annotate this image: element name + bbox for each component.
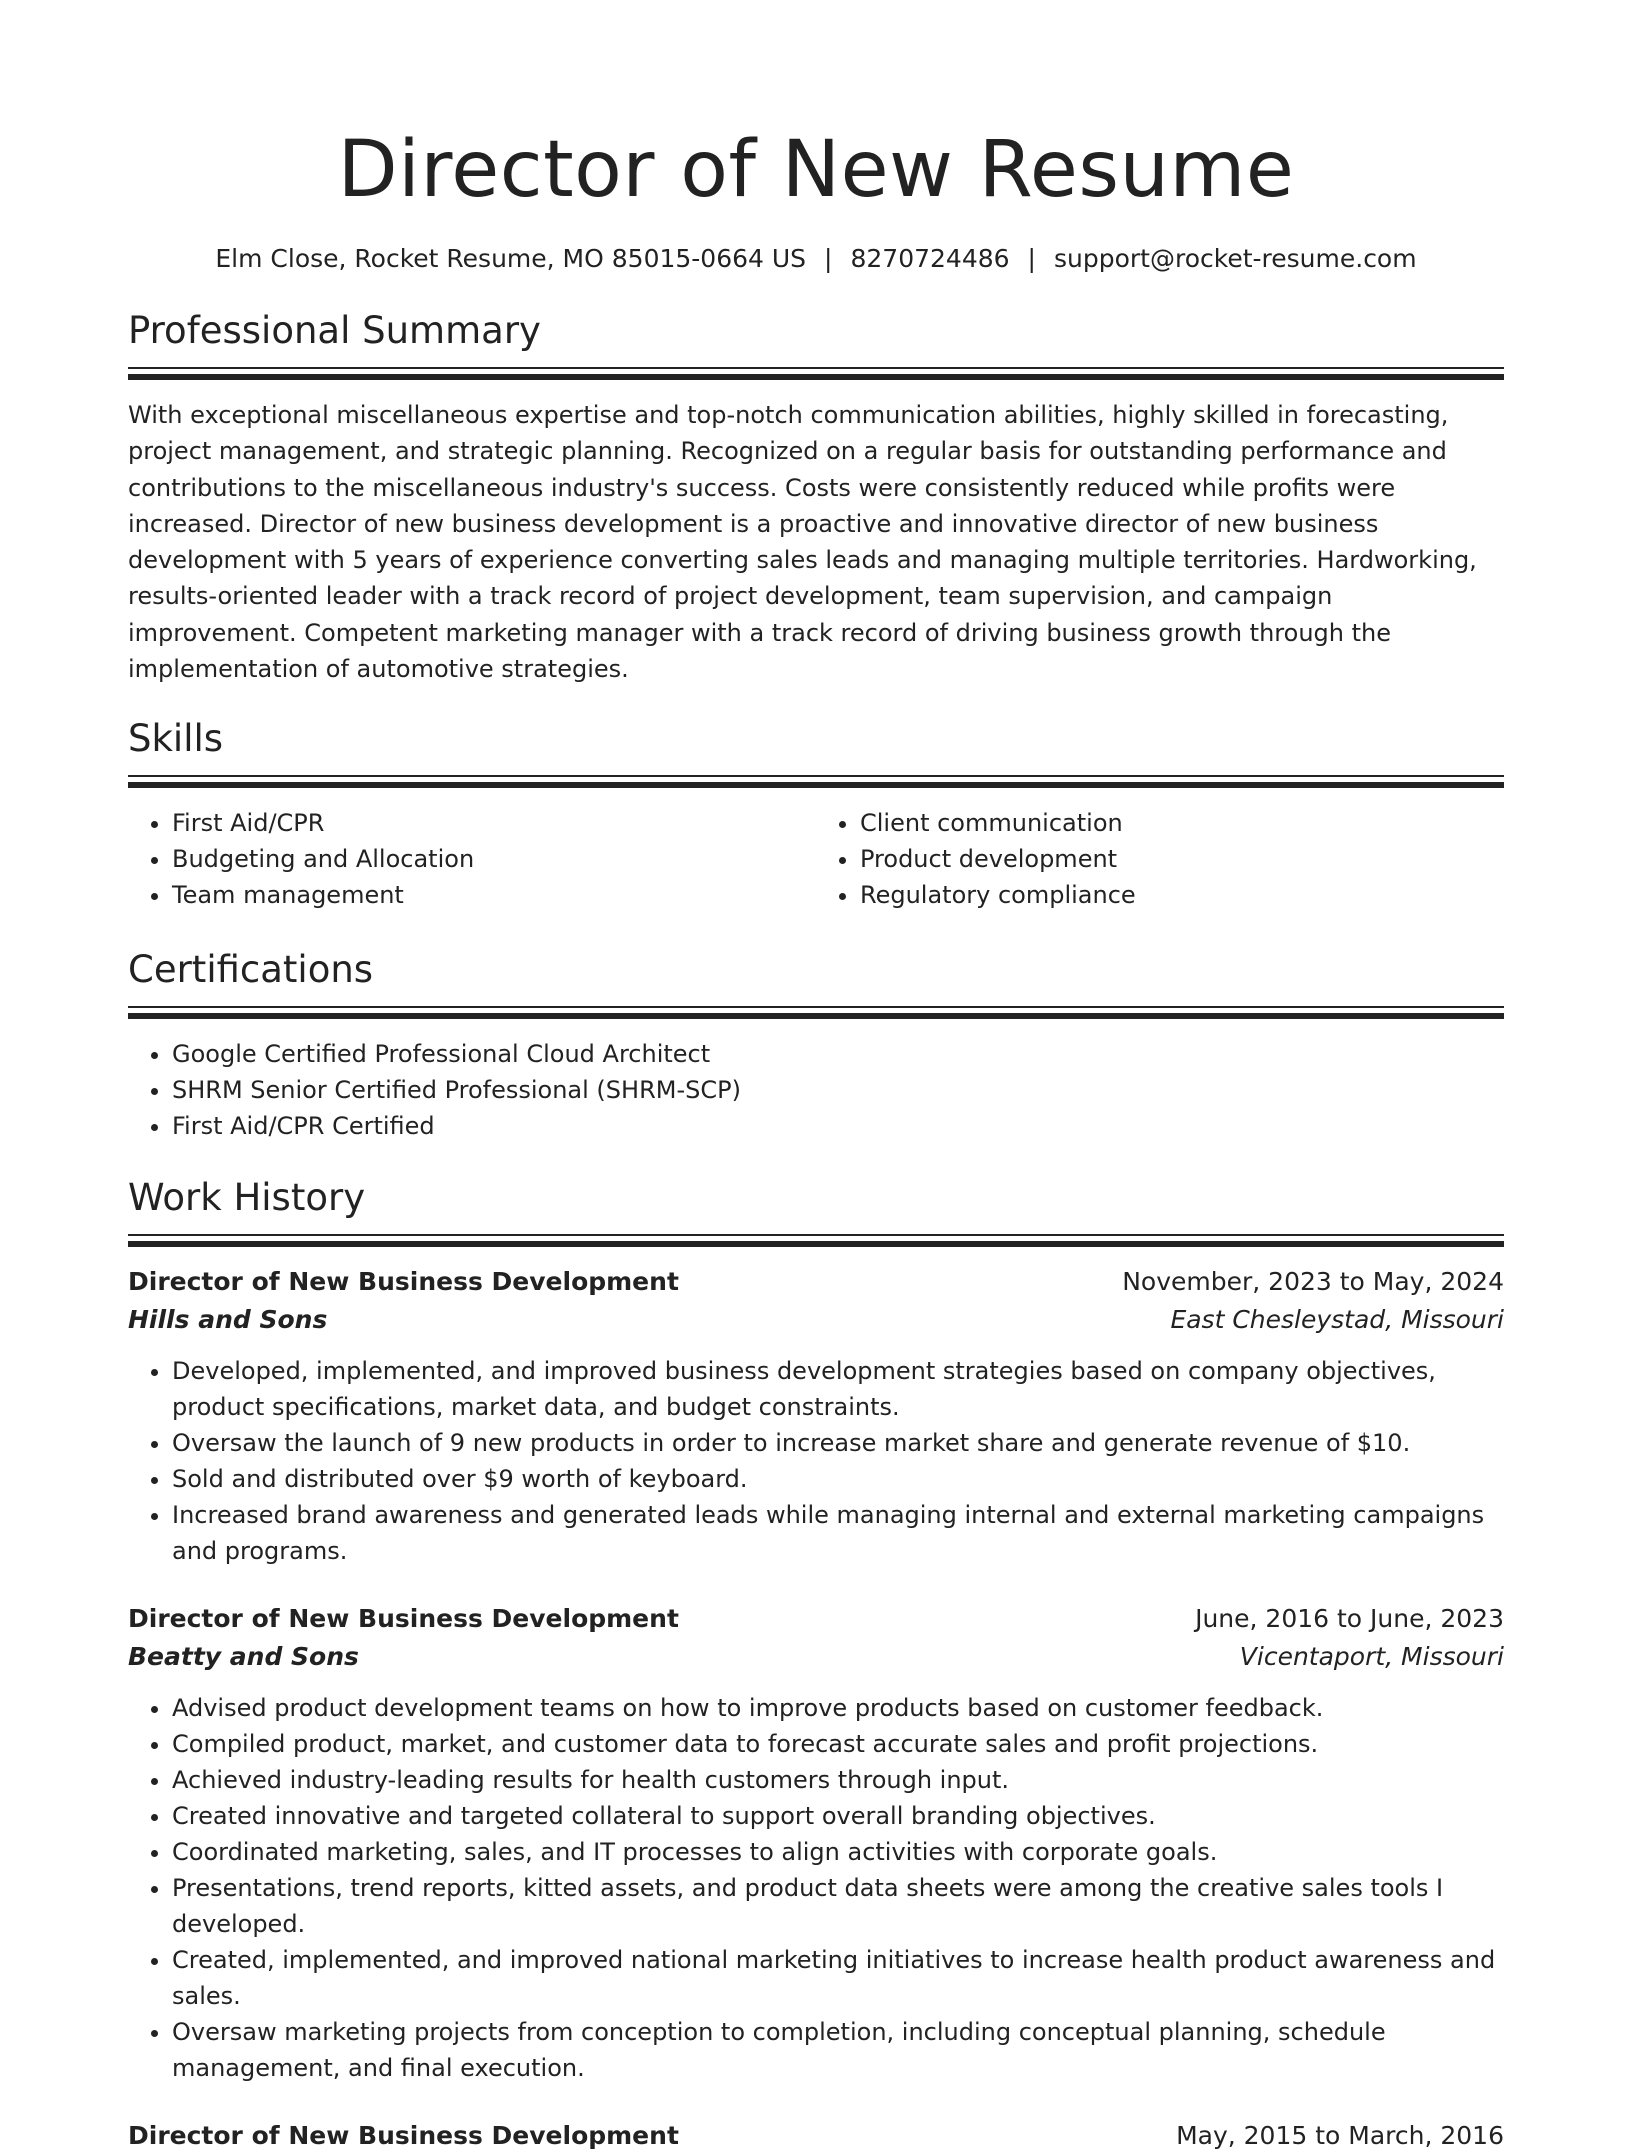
summary-text: With exceptional miscellaneous expertise and top-notch communication abilities, highly skilled in forecasting, project management, and strategic planning. Recognized on a regular basis for outstanding performance and contributions to the miscellaneous industry's success. Costs were consistently reduced while profits were increased. Director of new business development is a proactive and innovative director of new business development with 5 years of experience converting sales leads and managing multiple territories. Hardworking, results-oriented leader with a track record of project development, team supervision, and campaign improvement. Competent marketing manager with a track record of driving business growth through the implementation of automotive strategies. bbox=[128, 401, 1477, 684]
section-heading-skills: Skills bbox=[128, 717, 224, 761]
section-heading-work-history: Work History bbox=[128, 1176, 366, 1220]
resume-title: Director of New Resume bbox=[337, 125, 1295, 215]
job-bullet: • Created, implemented, and improved national marketing initiatives to increase health product awareness and sales. bbox=[172, 1942, 1504, 2014]
job-company: Hills and Sons bbox=[128, 1305, 328, 1335]
job-entry bbox=[128, 2117, 1504, 2155]
certification-item: • First Aid/CPR Certified bbox=[172, 1108, 1504, 1144]
job-company: Beatty and Sons bbox=[128, 1642, 359, 1672]
job-bullets bbox=[128, 1353, 1504, 1569]
job-bullets bbox=[128, 1690, 1504, 2086]
certification-item: • Google Certified Professional Cloud Architect bbox=[172, 1036, 1504, 1072]
contact-separator: | bbox=[824, 244, 833, 273]
job-header bbox=[128, 1600, 1504, 1638]
job-title: Director of New Business Development bbox=[128, 1267, 679, 1297]
certifications-list bbox=[128, 1036, 1504, 1144]
section-rule bbox=[128, 1241, 1504, 1247]
job-bullet: • Oversaw marketing projects from conception to completion, including conceptual planning, schedule management, and final execution. bbox=[172, 2014, 1504, 2086]
job-header bbox=[128, 2117, 1504, 2155]
job-bullet: • Presentations, trend reports, kitted assets, and product data sheets were among the creative sales tools I developed. bbox=[172, 1870, 1504, 1942]
summary-section bbox=[128, 308, 1504, 687]
certifications-section bbox=[128, 947, 1504, 1144]
section-rule bbox=[128, 1234, 1504, 1236]
skill-item: • Product development bbox=[860, 841, 1504, 877]
skill-item: • Regulatory compliance bbox=[860, 877, 1504, 913]
job-entry bbox=[128, 1263, 1504, 1569]
contact-phone: 8270724486 bbox=[850, 244, 1010, 273]
certification-item: • SHRM Senior Certified Professional (SHRM-SCP) bbox=[172, 1072, 1504, 1108]
job-location: East Chesleystad, Missouri bbox=[1170, 1305, 1504, 1335]
job-title: Director of New Business Development bbox=[128, 2121, 679, 2151]
section-rule bbox=[128, 782, 1504, 788]
skills-column-right bbox=[816, 805, 1504, 913]
skill-item: • Team management bbox=[172, 877, 816, 913]
job-subheader bbox=[128, 1301, 1504, 1339]
job-bullet: • Developed, implemented, and improved business development strategies based on company objectives, product specifications, market data, and budget constraints. bbox=[172, 1353, 1504, 1425]
job-subheader bbox=[128, 1638, 1504, 1676]
section-rule bbox=[128, 1006, 1504, 1008]
job-bullet: • Compiled product, market, and customer data to forecast accurate sales and profit projections. bbox=[172, 1726, 1504, 1762]
contact-email: support@rocket-resume.com bbox=[1053, 244, 1417, 273]
section-heading-certifications: Certifications bbox=[128, 948, 374, 992]
job-location: Vicentaport, Missouri bbox=[1239, 1642, 1504, 1672]
job-bullet: • Coordinated marketing, sales, and IT processes to align activities with corporate goals. bbox=[172, 1834, 1504, 1870]
section-rule bbox=[128, 1013, 1504, 1019]
job-header bbox=[128, 1263, 1504, 1301]
job-bullet: • Sold and distributed over $9 worth of keyboard. bbox=[172, 1461, 1504, 1497]
job-bullet: • Achieved industry-leading results for health customers through input. bbox=[172, 1762, 1504, 1798]
section-rule bbox=[128, 374, 1504, 380]
skill-item: • Client communication bbox=[860, 805, 1504, 841]
job-bullet: • Advised product development teams on how to improve products based on customer feedback. bbox=[172, 1690, 1504, 1726]
job-entry bbox=[128, 1600, 1504, 2086]
work-history-section bbox=[128, 1175, 1504, 2155]
job-dates: June, 2016 to June, 2023 bbox=[1195, 1604, 1504, 1634]
contact-line bbox=[128, 242, 1504, 276]
skills-list bbox=[128, 805, 1504, 913]
section-heading-summary: Professional Summary bbox=[128, 309, 541, 352]
skills-column-left bbox=[128, 805, 816, 913]
skills-section bbox=[128, 716, 1504, 913]
job-bullet: • Oversaw the launch of 9 new products in order to increase market share and generate revenue of $10. bbox=[172, 1425, 1504, 1461]
job-dates: May, 2015 to March, 2016 bbox=[1176, 2121, 1504, 2151]
section-rule bbox=[128, 775, 1504, 777]
contact-address: Elm Close, Rocket Resume, MO 85015-0664 US bbox=[215, 244, 807, 273]
skill-item: • Budgeting and Allocation bbox=[172, 841, 816, 877]
job-title: Director of New Business Development bbox=[128, 1604, 679, 1634]
job-bullet: • Increased brand awareness and generated leads while managing internal and external marketing campaigns and programs. bbox=[172, 1497, 1504, 1569]
job-dates: November, 2023 to May, 2024 bbox=[1122, 1267, 1504, 1297]
section-rule bbox=[128, 367, 1504, 369]
skill-item: • First Aid/CPR bbox=[172, 805, 816, 841]
contact-separator: | bbox=[1027, 244, 1036, 273]
job-bullet: • Created innovative and targeted collateral to support overall branding objectives. bbox=[172, 1798, 1504, 1834]
